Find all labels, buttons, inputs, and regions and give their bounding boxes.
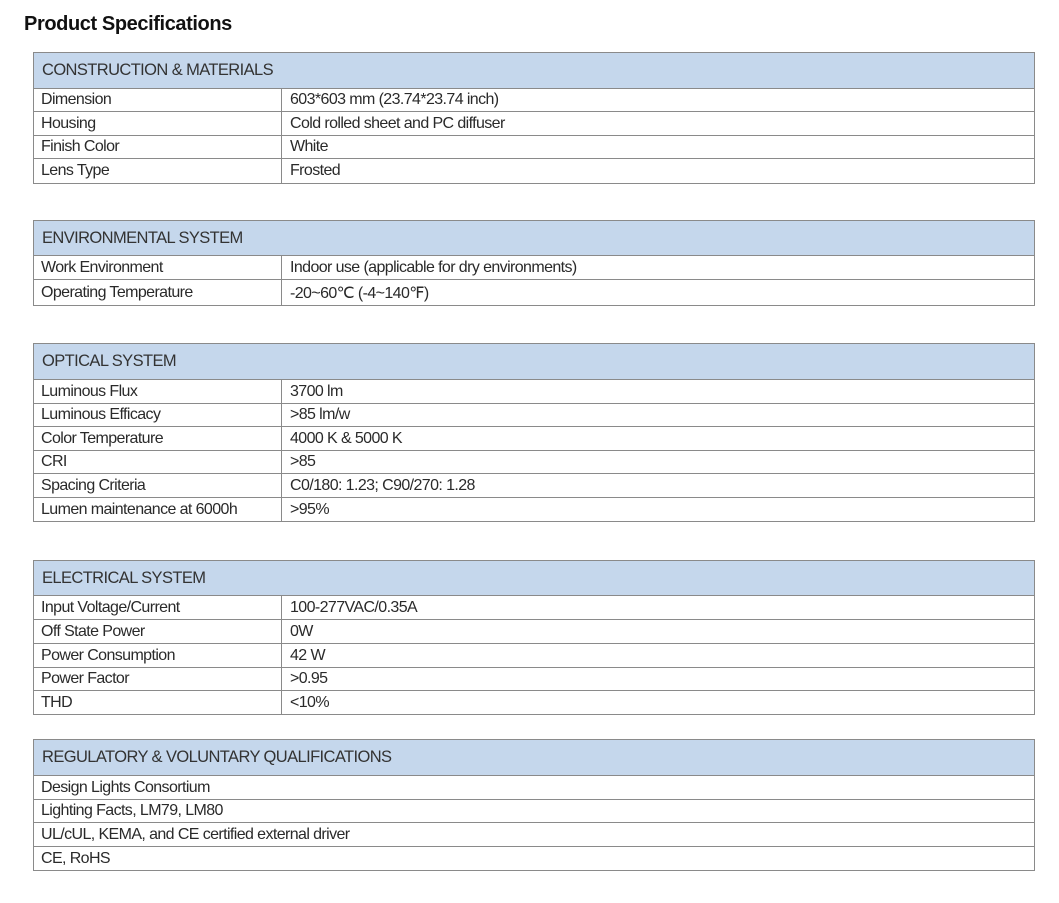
regulatory-qualifications-table [33,739,1035,871]
table-row [34,256,1034,280]
spec-value: 0W [290,622,313,640]
spec-value: >85 lm/w [290,406,350,423]
table-row [34,89,1034,112]
spec-label: THD [34,691,282,714]
table-row [34,847,1034,870]
spec-label: Off State Power [34,620,282,643]
table-row [34,404,1034,427]
spec-value: >85 [290,453,316,470]
spec-label: Power Consumption [34,644,282,667]
spec-label: Operating Temperature [34,280,282,305]
table-row [34,474,1034,498]
spec-label: Luminous Flux [34,380,282,403]
spec-value: >0.95 [290,670,328,687]
qualification-item: UL/cUL, KEMA, and CE certified external driver [41,825,350,843]
spec-label: Luminous Efficacy [34,404,282,426]
table-row [34,776,1034,800]
table-row [34,280,1034,305]
spec-label: Color Temperature [34,427,282,450]
spec-value: 3700 lm [290,382,343,400]
spec-label: Lens Type [34,159,282,183]
spec-value: Cold rolled sheet and PC diffuser [290,114,505,132]
table-row [34,800,1034,823]
section-heading: OPTICAL SYSTEM [34,344,1034,380]
table-row [34,498,1034,521]
spec-value: 4000 K & 5000 K [290,429,402,447]
spec-label: Housing [34,112,282,135]
section-heading: ENVIRONMENTAL SYSTEM [34,221,1034,256]
spec-value: 100-277VAC/0.35A [290,598,418,616]
environmental-system-table [33,220,1035,306]
spec-value: White [290,138,328,155]
spec-value: Indoor use (applicable for dry environments) [290,258,577,276]
spec-label: Work Environment [34,256,282,279]
spec-label: Dimension [34,89,282,111]
page-title: Product Specifications [24,13,232,35]
qualification-item: Design Lights Consortium [41,778,210,796]
qualification-item: CE, RoHS [41,849,110,867]
spec-value: Frosted [290,162,341,179]
section-heading: CONSTRUCTION & MATERIALS [34,53,1034,89]
table-row [34,427,1034,451]
spec-value: -20~60℃ (-4~140℉) [290,284,429,302]
construction-materials-table [33,52,1035,184]
spec-label: Lumen maintenance at 6000h [34,498,282,521]
spec-value: >95% [290,500,329,518]
spec-value: 42 W [290,646,325,664]
spec-label: Input Voltage/Current [34,596,282,619]
spec-label: CRI [34,451,282,473]
table-row [34,112,1034,136]
table-row [34,691,1034,714]
table-row [34,668,1034,691]
table-row [34,596,1034,620]
table-row [34,159,1034,183]
spec-value: <10% [290,693,329,711]
table-row [34,380,1034,404]
table-row [34,644,1034,668]
section-heading: REGULATORY & VOLUNTARY QUALIFICATIONS [34,740,1034,776]
optical-system-table [33,343,1035,522]
table-row [34,136,1034,159]
electrical-system-table [33,560,1035,715]
spec-label: Finish Color [34,136,282,158]
spec-value: 603*603 mm (23.74*23.74 inch) [290,91,499,108]
table-row [34,620,1034,644]
spec-value: C0/180: 1.23; C90/270: 1.28 [290,476,475,494]
section-heading: ELECTRICAL SYSTEM [34,561,1034,596]
table-row [34,451,1034,474]
spec-label: Spacing Criteria [34,474,282,497]
qualification-item: Lighting Facts, LM79, LM80 [41,802,223,819]
table-row [34,823,1034,847]
spec-label: Power Factor [34,668,282,690]
